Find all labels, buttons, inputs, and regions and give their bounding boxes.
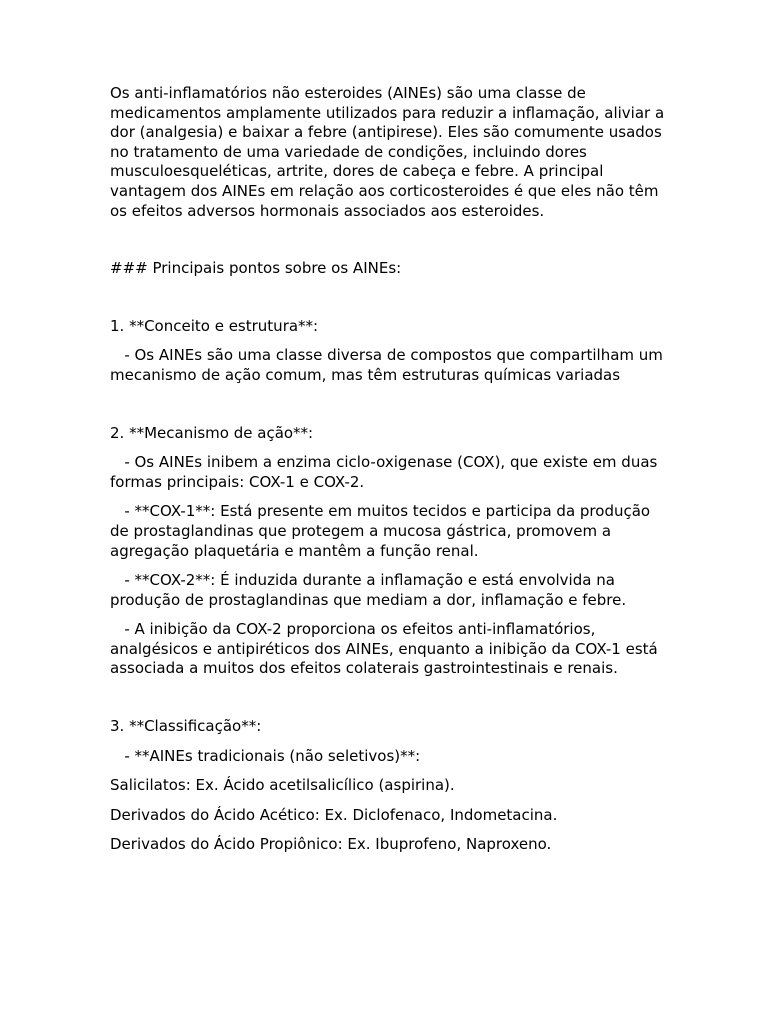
section-2-title: 2. **Mecanismo de ação**: bbox=[110, 423, 314, 442]
section-3-item: Salicilatos: Ex. Ácido acetilsalicílico (aspirina). bbox=[110, 776, 455, 795]
section-2-item: - A inibição da COX-2 proporciona os efeitos anti-inflamatórios, analgésicos e antipiréticos dos AINEs, enquanto a inibição da COX-1 está associada a muitos dos efeitos colaterais gastrointestinais e renais. bbox=[110, 620, 663, 678]
section-2-item: - **COX-2**: É induzida durante a inflamação e está envolvida na produção de prostaglandinas que mediam a dor, inflamação e febre. bbox=[110, 571, 627, 609]
section-2-item: - **COX-1**: Está presente em muitos tecidos e participa da produção de prostaglandinas que protegem a mucosa gástrica, promovem a agregação plaquetária e mantêm a função renal. bbox=[110, 502, 655, 560]
section-1-item: - Os AINEs são uma classe diversa de compostos que compartilham um mecanismo de ação comum, mas têm estruturas químicas variadas bbox=[110, 346, 668, 384]
section-1-title: 1. **Conceito e estrutura**: bbox=[110, 316, 319, 335]
intro-paragraph: Os anti-inflamatórios não esteroides (AINEs) são uma classe de medicamentos amplamente utilizados para reduzir a inflamação, aliviar a dor (analgesia) e baixar a febre (antipirese). Eles são comumente usados no tratamento de uma variedade de condições, incluindo dores musculoesqueléticas, artrite, dores de cabeça e febre. A principal vantagem dos AINEs em relação aos corticosteroides é que eles não têm os efeitos adversos hormonais associados aos esteroides. bbox=[110, 84, 669, 220]
section-3-item: Derivados do Ácido Propiônico: Ex. Ibuprofeno, Naproxeno. bbox=[110, 835, 552, 854]
document-page bbox=[110, 84, 670, 855]
section-3-title: 3. **Classificação**: bbox=[110, 717, 262, 736]
section-2-item: - Os AINEs inibem a enzima ciclo-oxigenase (COX), que existe em duas formas principais: COX-1 e COX-2. bbox=[110, 453, 663, 491]
section-heading: ### Principais pontos sobre os AINEs: bbox=[110, 259, 402, 278]
section-3-item: Derivados do Ácido Acético: Ex. Diclofenaco, Indometacina. bbox=[110, 805, 558, 824]
section-3-item: - **AINEs tradicionais (não seletivos)**: bbox=[110, 746, 421, 765]
